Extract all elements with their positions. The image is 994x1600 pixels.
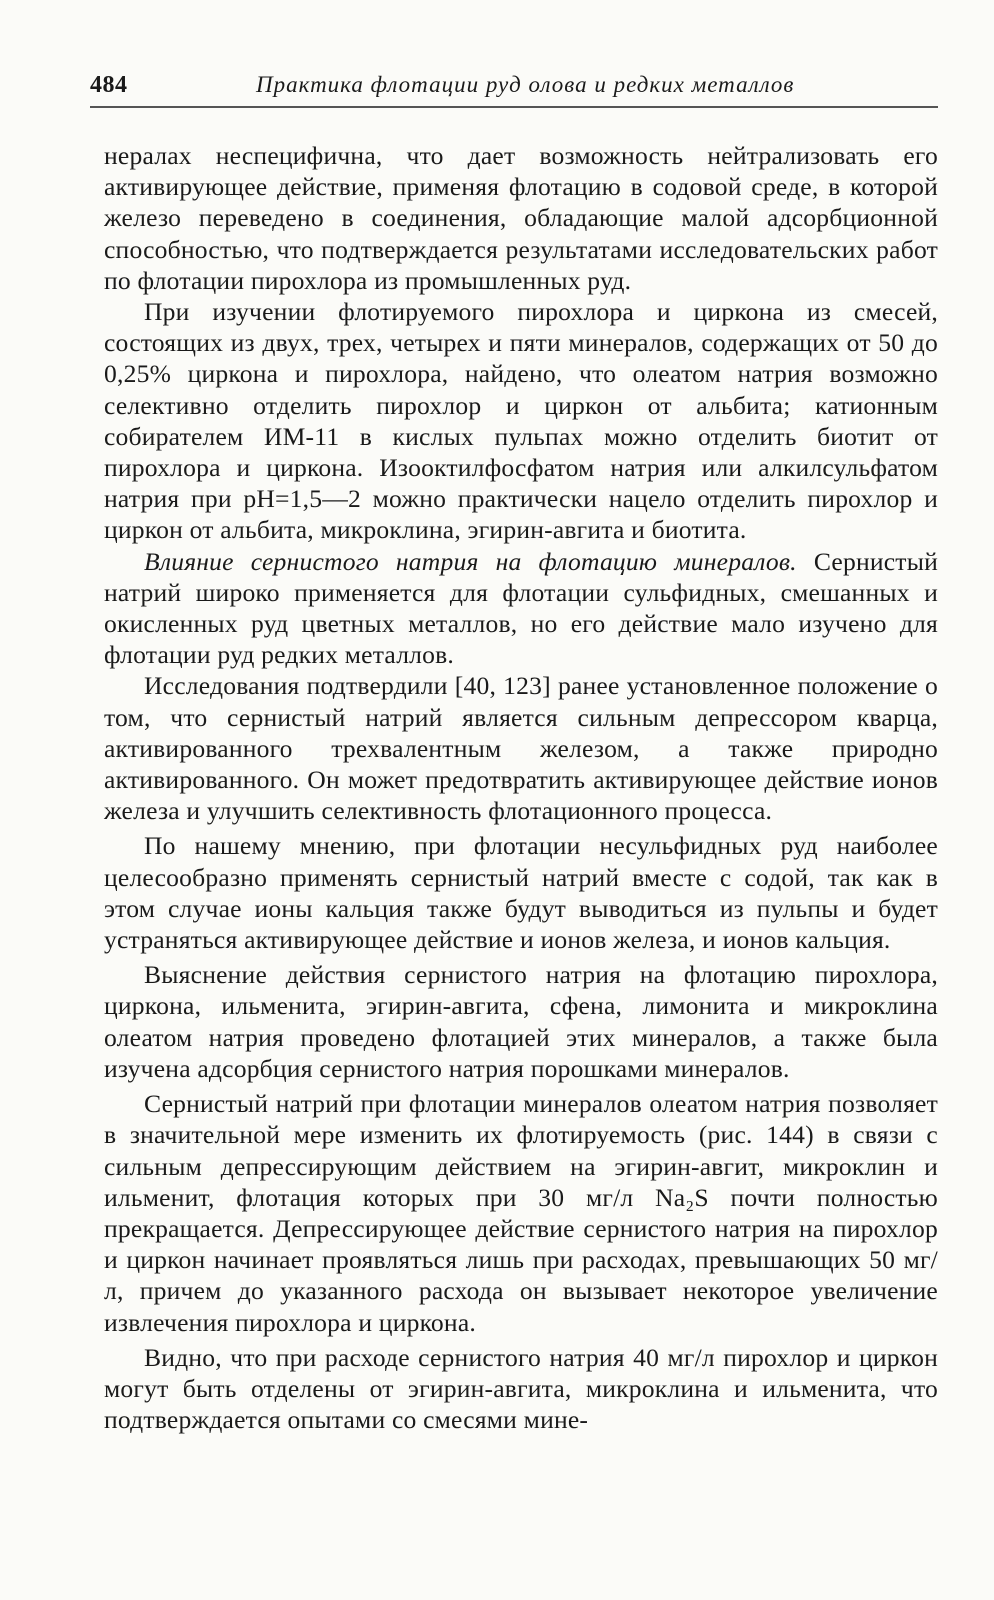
page-header <box>90 72 938 112</box>
running-title: Практика флотации руд олова и редких металлов <box>256 72 795 97</box>
paragraph-7: Сернистый натрий при флотации минералов олеатом натрия позволяет в значительной мере изменить их флотируемость (рис. 144) в связи с сильным депрессирующим действием на эгирин-авгит, микроклин и ильменит, флотация которых при 30 мг/л Na₂S почти полностью прекращается. Депрессирующее действие сернистого натрия на пирохлор и циркон начинает проявляться лишь при расходах, превышающих 50 мг/л, причем до указанного расхода он вызывает некоторое увеличение извлечения пирохлора и циркона. <box>104 1089 938 1337</box>
paragraph-3 <box>104 546 938 671</box>
paragraph-5: По нашему мнению, при флотации несульфидных руд наиболее целесообразно применять сернистый натрий вместе с содой, так как в этом случае ионы кальция также будут выводиться из пульпы и будет устраняться активирующее действие и ионов железа, и ионов кальция. <box>104 831 938 955</box>
paragraph-8: Видно, что при расходе сернистого натрия 40 мг/л пирохлор и циркон могут быть отделены от эгирин-авгита, микроклина и ильменита, что подтверждается опытами со смесями мине- <box>104 1342 938 1435</box>
header-rule <box>90 106 938 108</box>
paragraph-3-text: Сернистый натрий широко применяется для флотации сульфидных, смешанных и окисленных руд цветных металлов, но его действие мало изучено для флотации руд редких металлов. <box>104 546 938 670</box>
paragraph-2: При изучении флотируемого пирохлора и циркона из смесей, состоящих из двух, трех, четырех и пяти минералов, содержащих от 50 до 0,25% циркона и пирохлора, найдено, что олеатом натрия возможно селективно отделить пирохлор и циркон от альбита; катионным собирателем ИМ-11 в кислых пульпах можно отделить биотит от пирохлора и циркона. Изооктилфосфатом натрия или алкилсульфатом натрия при pH=1,5—2 можно практически нацело отделить пирохлор и циркон от альбита, микроклина, эгирин-авгита и биотита. <box>104 297 938 545</box>
page-number: 484 <box>90 72 128 98</box>
paragraph-4: Исследования подтвердили [40, 123] ранее установленное положение о том, что сернистый натрий является сильным депрессором кварца, активированного трехвалентным железом, а также природно активированного. Он может предотвратить активирующее действие ионов железа и улучшить селективность флотационного процесса. <box>104 671 938 826</box>
body-text <box>104 140 938 1435</box>
paragraph-6: Выяснение действия сернистого натрия на флотацию пирохлора, циркона, ильменита, эгирин-авгита, сфена, лимонита и микроклина олеатом натрия проведено флотацией этих минералов, а также была изучена адсорбция сернистого натрия порошками минералов. <box>104 960 938 1083</box>
paragraph-1: нералах неспецифична, что дает возможность нейтрализовать его активирующее действие, применяя флотацию в содовой среде, в которой железо переведено в соединения, обладающие малой адсорбционной способностью, что подтверждается результатами исследовательских работ по флотации пирохлора из промышленных руд. <box>104 141 938 295</box>
section-heading: Влияние сернистого натрия на флотацию минералов. <box>144 546 797 576</box>
